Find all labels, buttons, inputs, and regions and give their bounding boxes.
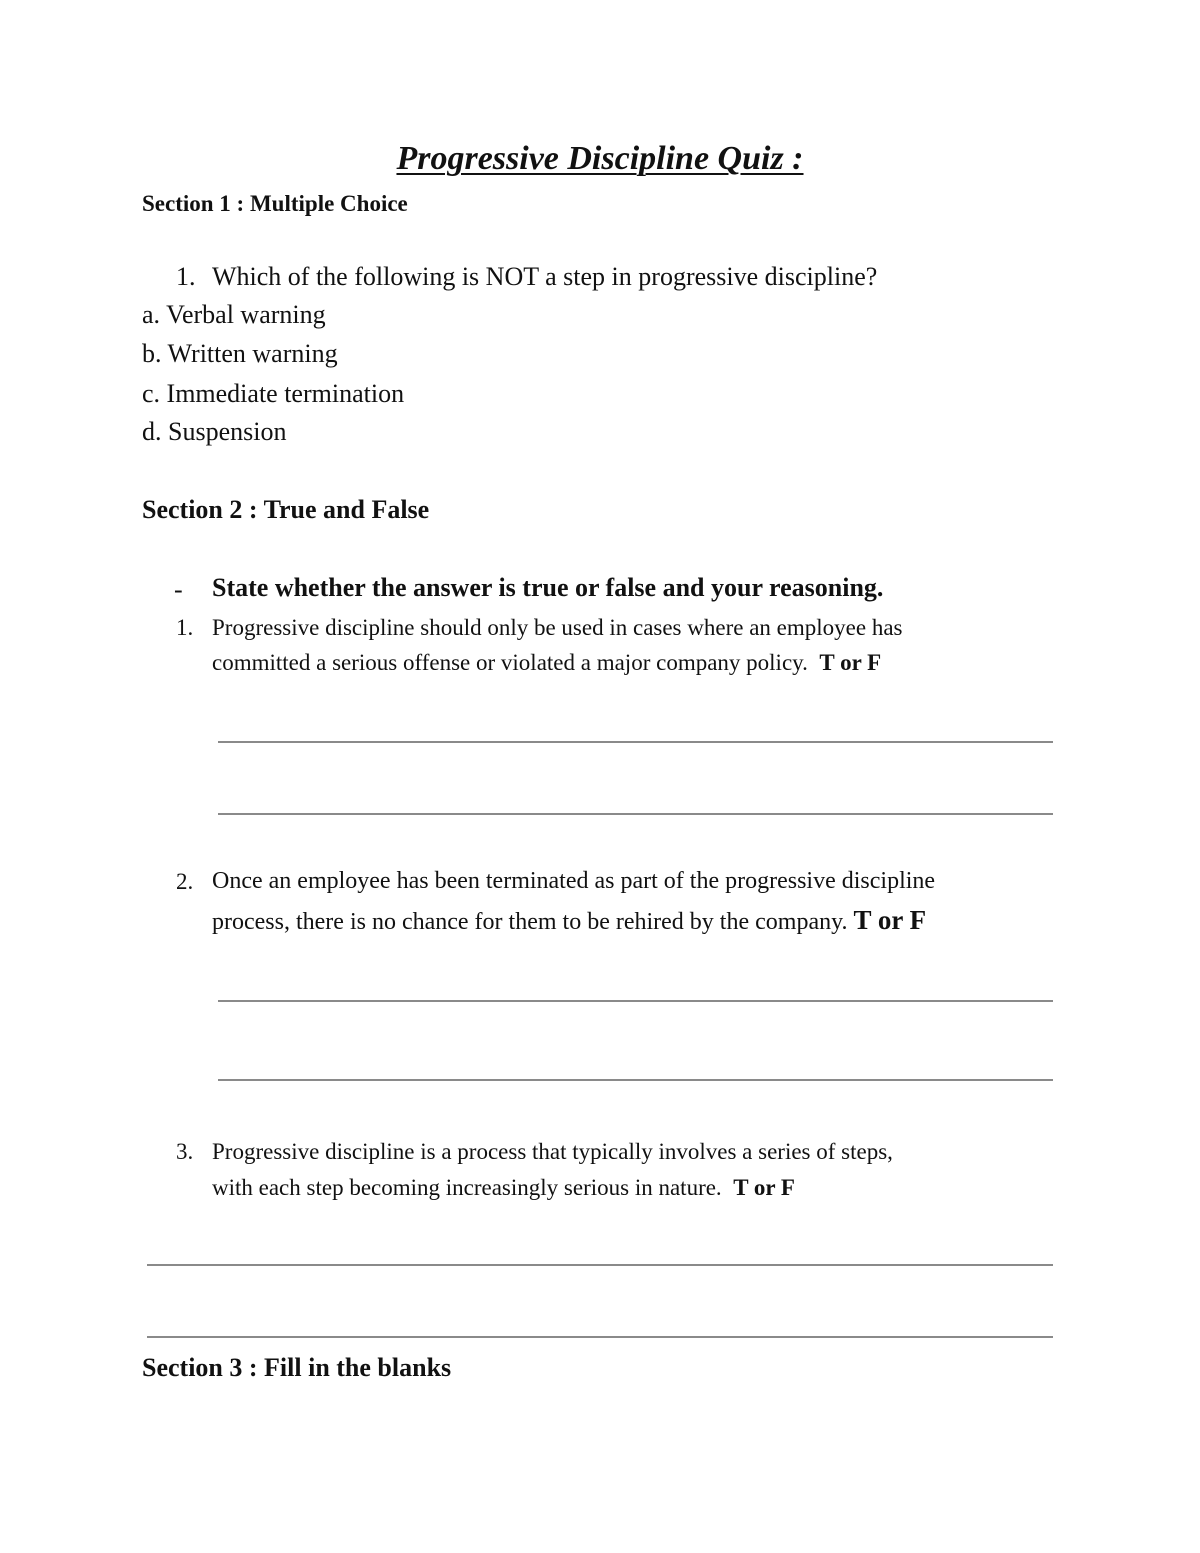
tf-question-1-mark: T or F [819,650,882,675]
mc-question-text: Which of the following is NOT a step in progressive discipline? [212,262,878,291]
mc-option-c: c. Immediate termination [142,379,405,408]
section-1-heading: Section 1 : Multiple Choice [142,191,408,216]
section-3-heading: Section 3 : Fill in the blanks [142,1353,452,1382]
answer-line-1a[interactable] [218,741,1053,743]
tf-question-1-line-2-wrap [212,650,881,676]
answer-line-2b[interactable] [218,1079,1053,1081]
tf-question-2-line-2: process, there is no chance for them to be rehired by the company. [212,909,848,935]
instruction-dash: - [174,575,183,604]
answer-line-1b[interactable] [218,813,1053,815]
tf-question-2-line-2-wrap [212,905,926,936]
tf-question-3-line-2-wrap [212,1175,795,1201]
answer-line-2a[interactable] [218,1000,1053,1002]
tf-question-1-line-1: Progressive discipline should only be used in cases where an employee has [212,615,903,640]
tf-question-3-number: 3. [176,1139,194,1164]
tf-question-3-mark: T or F [733,1175,795,1200]
tf-question-1-number: 1. [176,615,194,640]
tf-instruction: State whether the answer is true or false and your reasoning. [212,573,884,602]
tf-question-3-line-2: with each step becoming increasingly serious in nature. [212,1175,722,1200]
mc-option-d: d. Suspension [142,417,287,446]
mc-option-b: b. Written warning [142,339,338,368]
mc-question-number: 1. [176,262,196,291]
tf-question-3-line-1: Progressive discipline is a process that typically involves a series of steps, [212,1139,893,1164]
answer-line-3a[interactable] [147,1264,1053,1266]
tf-question-1-line-2: committed a serious offense or violated a major company policy. [212,650,808,675]
tf-question-2-mark: T or F [853,905,927,935]
answer-line-3b[interactable] [147,1336,1053,1338]
page-title: Progressive Discipline Quiz : [396,140,804,177]
tf-question-2-number: 2. [176,869,194,894]
mc-option-a: a. Verbal warning [142,300,326,329]
section-2-heading: Section 2 : True and False [142,495,430,524]
tf-question-2-line-1: Once an employee has been terminated as part of the progressive discipline [212,868,936,894]
